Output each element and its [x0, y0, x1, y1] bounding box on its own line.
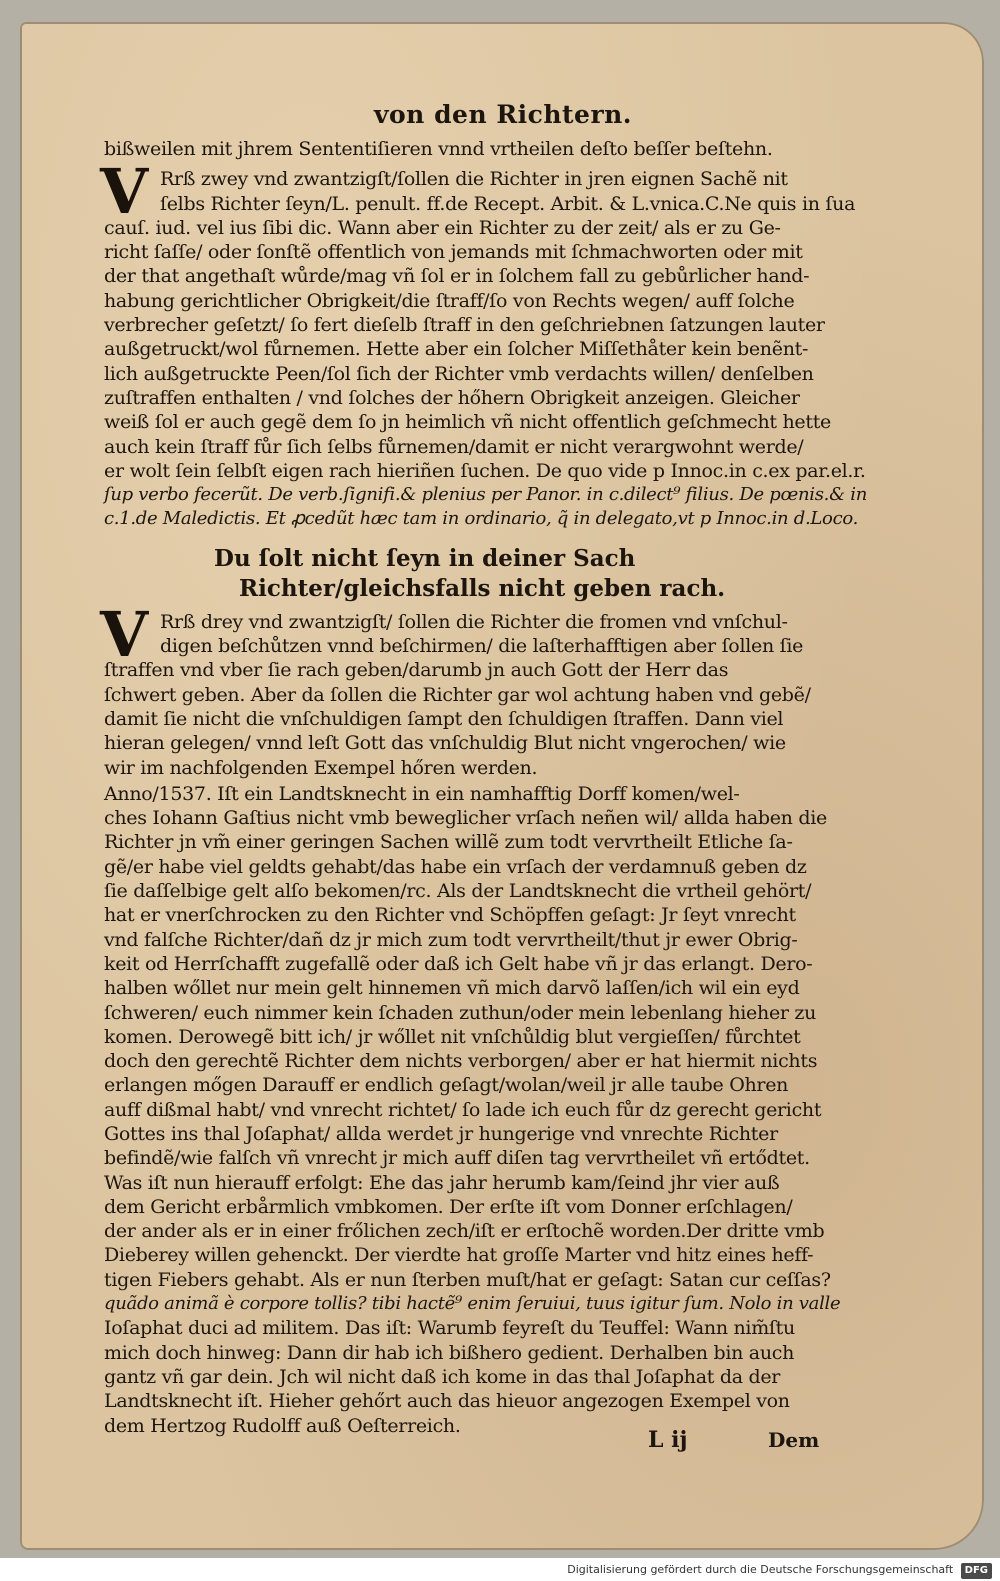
paragraph-2 [100, 597, 842, 780]
text-line: c.1.de Maledictis. Et ꝓcedũt hæc tam in ordinario, q̃ in delegato,vt p Innoc.in d.Loco. [104, 508, 859, 530]
signature-mark: L ij [648, 1427, 688, 1453]
text-line: digen beſchůtzen vnnd beſchirmen/ die laſterhafftigen aber ſollen ſie [160, 635, 804, 658]
text-line: auff dißmal habt/ vnd vnrecht richtet/ ſo lade ich euch fůr dz gerecht gericht [104, 1098, 822, 1121]
top-lines [104, 137, 842, 161]
paragraph-3 [104, 782, 842, 1438]
text-line: ſelbs Richter ſeyn/L. penult. ff.de Recept. Arbit. & L.vnica.C.Ne quis in ſua [160, 192, 856, 215]
dfg-logo: DFG [961, 1563, 992, 1579]
text-line: erlangen mőgen Darauff er endlich geſagt/wolan/weil jr alle taube Ohren [104, 1074, 789, 1097]
text-line: doch den gerechtẽ Richter dem nichts verborgen/ aber er hat hiermit nichts [104, 1050, 818, 1073]
text-line: dem Hertzog Rudolff auß Oeſterreich. [104, 1414, 461, 1437]
text-line: Rrß drey vnd zwantzigſt/ ſollen die Richter die fromen vnd vnſchul- [160, 610, 788, 633]
text-line: quãdo animã è corpore tollis? tibi hactẽ⁹ enim ſeruiui, tuus igitur ſum. Nolo in valle [104, 1293, 841, 1315]
text-line: Richter jn vm̃ einer geringen Sachen willẽ zum todt vervrtheilt Etliche ſa- [104, 831, 793, 854]
paragraph-1 [100, 155, 867, 531]
text-line: Anno/1537. Iſt ein Landtsknecht in ein namhafftig Dorff komen/wel- [104, 782, 740, 805]
text-line: auch kein ſtraff fůr ſich ſelbs fůrnemen/damit er nicht verargwohnt werde/ [104, 435, 804, 458]
text-line: bißweilen mit jhrem Sententiſieren vnnd vrtheilen deſto beſſer beſtehn. [104, 138, 773, 160]
text-line: zuſtraffen enthalten / vnd ſolches der hőhern Obrigkeit anzeigen. Gleicher [104, 386, 800, 409]
text-line: Rrß zwey vnd zwantzigſt/ſollen die Richter in jren eignen Sachẽ nit [160, 168, 788, 191]
text-line: Was iſt nun hierauff erfolgt: Ehe das jahr herumb kam/ſeind jhr vier auß [104, 1171, 780, 1194]
text-line: der ander als er in einer frőlichen zech/iſt er erſtochẽ worden.Der dritte vmb [104, 1220, 825, 1243]
text-line: mich doch hinweg: Dann dir hab ich bißhero gedient. Derhalben bin auch [104, 1341, 795, 1364]
text-line: Landtsknecht iſt. Hieher gehőrt auch das hieuor angezogen Exempel von [104, 1390, 790, 1413]
text-line: halben wőllet nur mein gelt hinnemen vñ mich darvõ laſſen/ich wil ein eyd [104, 977, 800, 1000]
running-head: von den Richtern. [373, 100, 633, 129]
text-line: gẽ/er habe viel geldts gehabt/das habe ein vrſach der verdamnuß geben dz [104, 855, 807, 878]
heading-line-1: Du ſolt nicht ſeyn in deiner Sach [214, 544, 636, 572]
text-line: hieran gelegen/ vnnd leſt Gott das vnſchuldig Blut nicht vngerochen/ wie [104, 732, 786, 755]
text-line: ſtraffen vnd vber ſie rach geben/darumb jn auch Gott der Herr das [104, 659, 729, 682]
text-line: wir im nachfolgenden Exempel hőren werden. [104, 756, 538, 779]
drop-cap-initial: V [100, 155, 149, 229]
text-line: ſie daſſelbige gelt alſo bekomen/rc. Als der Landtsknecht die vrtheil gehört/ [104, 880, 812, 903]
text-line: ſup verbo fecerũt. De verb.ſignifi.& plenius per Panor. in c.dilect⁹ filius. De pœnis.& in [104, 484, 867, 506]
text-line: vnd falſche Richter/dañ dz jr mich zum todt vervrtheilt/thut jr ewer Obrig- [104, 928, 798, 951]
text-line: cauſ. iud. vel ius ſibi dic. Wann aber ein Richter zu der zeit/ als er zu Ge- [104, 216, 781, 239]
text-line: er wolt ſein ſelbſt eigen rach hieriñen ſuchen. De quo vide p Innoc.in c.ex par.el.r. [104, 459, 866, 482]
text-block [100, 100, 867, 1438]
footer-text: Digitalisierung gefördert durch die Deutsche Forschungsgemeinschaft [567, 1563, 954, 1576]
text-line: damit ſie nicht die vnſchuldigen ſampt den ſchuldigen ſtraffen. Dann viel [104, 707, 784, 730]
drop-cap-initial: V [100, 597, 149, 671]
text-line: Ioſaphat duci ad militem. Das iſt: Warumb feyreſt du Teuffel: Wann nim̃ſtu [104, 1317, 795, 1340]
text-line: verbrecher geſetzt/ ſo fert dieſelb ſtraff in den geſchriebnen ſatzungen lauter [104, 314, 825, 337]
text-line: hat er vnerſchrocken zu den Richter vnd Schöpffen geſagt: Jr ſeyt vnrecht [104, 904, 796, 927]
text-line: habung gerichtlicher Obrigkeit/die ſtraff/ſo von Rechts wegen/ auff ſolche [104, 289, 795, 312]
text-line: keit od Herrſchafft zugefallẽ oder daß ich Gelt habe vñ jr das erlangt. Dero- [104, 952, 813, 975]
section-heading [104, 544, 842, 604]
text-line: lich außgetruckte Peen/ſol ſich der Richter vmb verdachts willen/ denſelben [104, 362, 814, 385]
footer-bar [0, 1558, 1000, 1581]
text-line: ſchweren/ euch nimmer kein ſchaden zuthun/oder mein lebenlang hieher zu [104, 1001, 817, 1024]
text-line: gantz vñ gar dein. Jch wil nicht daß ich kome in das thal Joſaphat da der [104, 1365, 781, 1388]
text-line: komen. Derowegẽ bitt ich/ jr wőllet nit vnſchůldig blut vergieſſen/ fůrchtet [104, 1025, 801, 1048]
text-line: tigen Fiebers gehabt. Als er nun ſterben muſt/hat er geſagt: Satan cur ceſſas? [104, 1268, 831, 1291]
book-page [20, 22, 984, 1550]
heading-line-2: Richter/gleichsfalls nicht geben rach. [239, 574, 726, 602]
text-line: Dieberey willen gehenckt. Der vierdte hat groſſe Marter vnd hitz eines heff- [104, 1244, 814, 1267]
text-line: ſchwert geben. Aber da ſollen die Richter gar wol achtung haben vnd gebẽ/ [104, 683, 811, 706]
text-line: außgetruckt/wol fůrnemen. Hette aber ein ſolcher Miſſethåter kein benẽnt- [104, 338, 809, 361]
catchword: Dem [768, 1428, 820, 1452]
text-line: der that angethaſt wůrde/mag vñ ſol er in ſolchem fall zu gebůrlicher hand- [104, 265, 810, 288]
text-line: Gottes ins thal Joſaphat/ allda werdet jr hungerige vnd vnrechte Richter [104, 1122, 778, 1145]
text-line: befindẽ/wie falſch vñ vnrecht jr mich auff diſen tag vervrtheilet vñ ertődtet. [104, 1147, 810, 1170]
text-line: ches Iohann Gaſtius nicht vmb beweglicher vrſach neñen wil/ allda haben die [104, 807, 827, 830]
text-line: weiß ſol er auch gegẽ dem ſo jn heimlich vñ nicht offentlich geſchmecht hette [104, 411, 831, 434]
text-line: dem Gericht erbårmlich vmbkomen. Der erſte iſt vom Donner erſchlagen/ [104, 1195, 793, 1218]
text-line: richt ſaſſe/ oder ſonſtẽ offentlich von jemands mit ſchmachworten oder mit [104, 241, 803, 264]
